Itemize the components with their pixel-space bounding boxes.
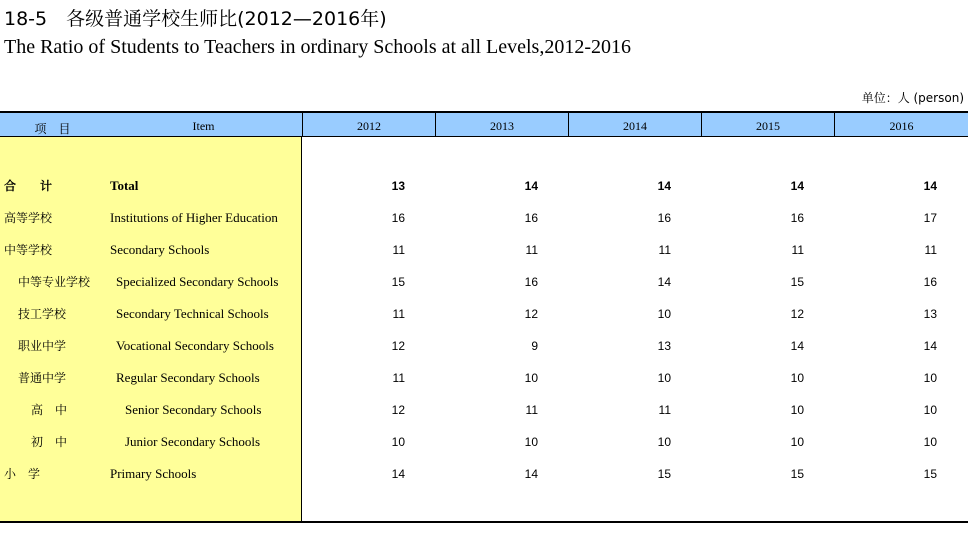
table-row xyxy=(0,426,968,458)
row-label-en: Institutions of Higher Education xyxy=(110,210,278,225)
header-year-2014: 2014 xyxy=(569,113,702,137)
cell-2012: 15 xyxy=(391,275,405,289)
cell-2015: 15 xyxy=(790,275,804,289)
table-row xyxy=(0,330,968,362)
cell-2016: 11 xyxy=(924,243,937,257)
row-label-en: Regular Secondary Schools xyxy=(116,370,260,385)
cell-2014: 14 xyxy=(657,275,671,289)
cell-2012: 16 xyxy=(391,211,405,225)
header-year-2015: 2015 xyxy=(702,113,835,137)
row-label-en: Total xyxy=(110,178,139,193)
row-label-en: Specialized Secondary Schools xyxy=(116,274,279,289)
cell-2013: 16 xyxy=(524,211,538,225)
cell-2014: 10 xyxy=(657,307,671,321)
cell-2014: 11 xyxy=(658,403,671,417)
cell-2014: 11 xyxy=(658,243,671,257)
cell-2014: 10 xyxy=(657,371,671,385)
row-label-cn: 技工学校 xyxy=(18,307,67,321)
cell-2012: 11 xyxy=(392,307,405,321)
row-label-cn: 高等学校 xyxy=(4,211,53,225)
cell-2014: 14 xyxy=(657,179,671,193)
table-row xyxy=(0,202,968,234)
cell-2016: 10 xyxy=(923,371,937,385)
table-row xyxy=(0,362,968,394)
cell-2015: 16 xyxy=(790,211,804,225)
cell-2012: 12 xyxy=(391,339,405,353)
table-row-total xyxy=(0,170,968,202)
unit-label: 单位：人 (person) xyxy=(861,91,964,105)
cell-2013: 12 xyxy=(524,307,538,321)
cell-2015: 10 xyxy=(790,403,804,417)
table-title-chinese: 18-5 各级普通学校生师比(2012—2016年) xyxy=(4,8,387,30)
row-label-cn: 中等专业学校 xyxy=(18,275,91,289)
table-bottom-border xyxy=(0,521,968,523)
row-label-en: Secondary Technical Schools xyxy=(116,306,269,321)
cell-2012: 10 xyxy=(391,435,405,449)
cell-2015: 14 xyxy=(790,339,804,353)
table-row xyxy=(0,394,968,426)
row-label-cn: 普通中学 xyxy=(18,371,67,385)
cell-2015: 15 xyxy=(790,467,804,481)
header-item-en: Item xyxy=(105,113,303,137)
cell-2014: 10 xyxy=(657,435,671,449)
row-label-cn: 小 学 xyxy=(4,467,41,481)
cell-2014: 16 xyxy=(657,211,671,225)
row-label-cn: 中等学校 xyxy=(4,243,53,257)
header-year-2016: 2016 xyxy=(889,119,914,133)
cell-2013: 16 xyxy=(524,275,538,289)
cell-2012: 13 xyxy=(391,179,405,193)
cell-2013: 9 xyxy=(531,339,538,353)
cell-2014: 15 xyxy=(657,467,671,481)
cell-2016: 16 xyxy=(923,275,937,289)
cell-2015: 10 xyxy=(790,435,804,449)
cell-2013: 14 xyxy=(524,467,538,481)
cell-2012: 14 xyxy=(391,467,405,481)
cell-2015: 14 xyxy=(790,179,804,193)
cell-2013: 10 xyxy=(524,435,538,449)
cell-2013: 10 xyxy=(524,371,538,385)
cell-2016: 10 xyxy=(923,403,937,417)
table-row xyxy=(0,234,968,266)
cell-2016: 14 xyxy=(923,179,937,193)
row-label-cn: 高 中 xyxy=(31,403,68,417)
cell-2016: 14 xyxy=(923,339,937,353)
table-row xyxy=(0,298,968,330)
cell-2013: 14 xyxy=(524,179,538,193)
table-row xyxy=(0,266,968,298)
header-year-2012: 2012 xyxy=(303,113,436,137)
row-label-en: Vocational Secondary Schools xyxy=(116,338,274,353)
row-label-en: Senior Secondary Schools xyxy=(125,402,262,417)
cell-2013: 11 xyxy=(525,243,538,257)
cell-2012: 11 xyxy=(392,243,405,257)
row-label-en: Primary Schools xyxy=(110,466,197,481)
row-label-en: Secondary Schools xyxy=(110,242,210,257)
cell-2015: 12 xyxy=(790,307,804,321)
row-label-cn: 合 计 xyxy=(4,179,53,193)
table-header xyxy=(0,111,968,137)
cell-2015: 10 xyxy=(790,371,804,385)
cell-2016: 15 xyxy=(923,467,937,481)
table-row xyxy=(0,458,968,490)
cell-2015: 11 xyxy=(791,243,804,257)
cell-2012: 12 xyxy=(391,403,405,417)
cell-2013: 11 xyxy=(525,403,538,417)
cell-2016: 17 xyxy=(923,211,937,225)
cell-2014: 13 xyxy=(657,339,671,353)
row-label-cn: 职业中学 xyxy=(18,339,67,353)
row-label-en: Junior Secondary Schools xyxy=(125,434,261,449)
header-year-2013: 2013 xyxy=(436,113,569,137)
cell-2016: 13 xyxy=(923,307,937,321)
row-label-cn: 初 中 xyxy=(31,435,68,449)
header-item-cn: 项 目 xyxy=(34,122,71,136)
cell-2016: 10 xyxy=(923,435,937,449)
table-title-english: The Ratio of Students to Teachers in ordinary Schools at all Levels,2012-2016 xyxy=(4,36,631,58)
cell-2012: 11 xyxy=(392,371,405,385)
